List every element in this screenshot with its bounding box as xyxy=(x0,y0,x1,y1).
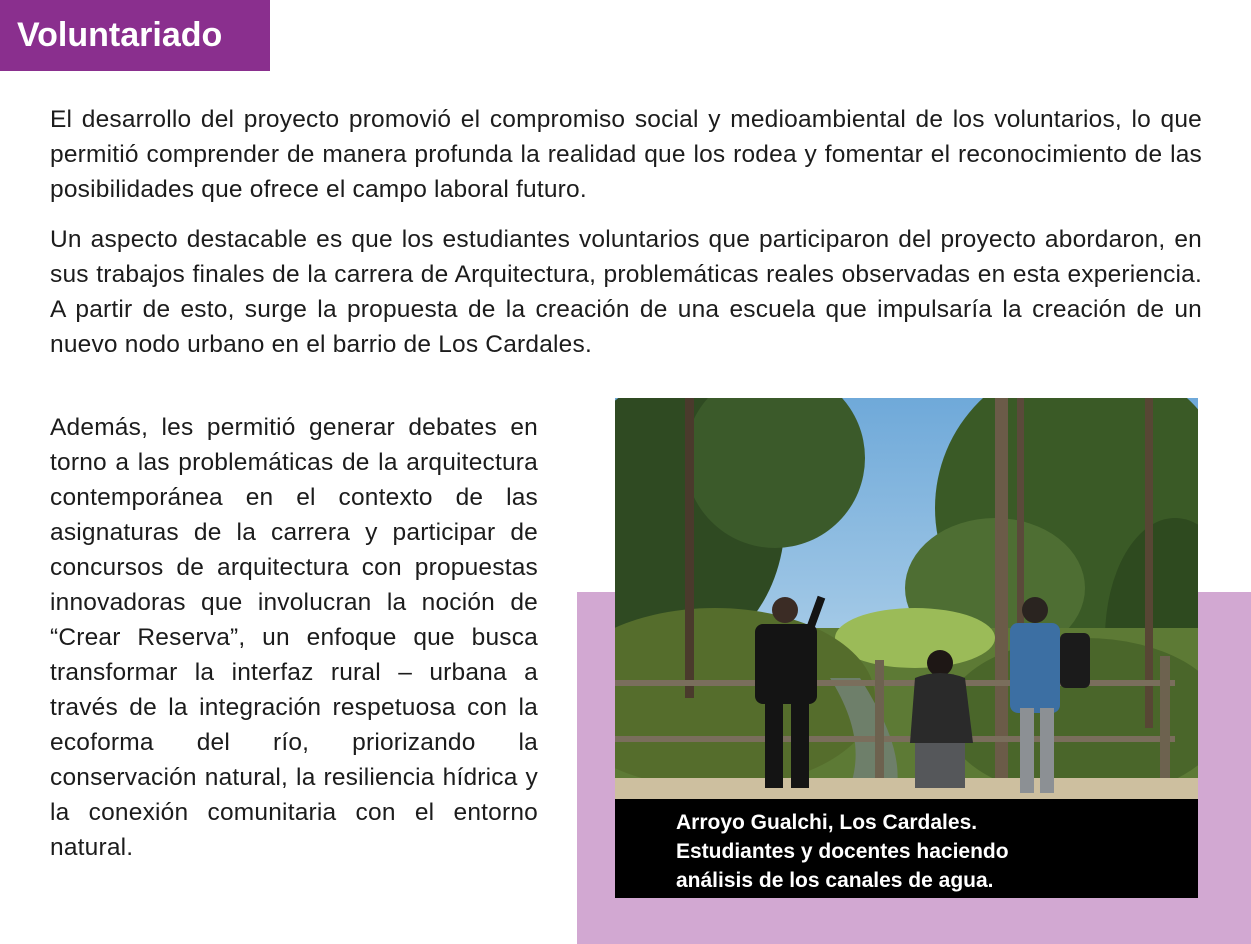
section-title-tag xyxy=(0,0,270,71)
caption-line-2: Estudiantes y docentes haciendo xyxy=(676,840,1009,863)
photo-caption xyxy=(615,799,1198,898)
caption-line-3: análisis de los canales de agua. xyxy=(676,869,994,892)
body-paragraph-2: Un aspecto destacable es que los estudiantes voluntarios que participaron del proyecto abordaron, en sus trabajos finales de la carrera de Arquitectura, problemáticas reales observadas en esta experiencia. A partir de esto, surge la propuesta de la creación de una escuela que impulsaría la creación de un nuevo nodo urbano en el barrio de Los Cardales. xyxy=(50,226,1202,358)
field-photo xyxy=(615,398,1198,799)
section-title: Voluntariado xyxy=(17,16,223,54)
body-paragraph-1: El desarrollo del proyecto promovió el compromiso social y medioambiental de los voluntarios, lo que permitió comprender de manera profunda la realidad que los rodea y fomentar el reconocimiento de las posibilidades que ofrece el campo laboral futuro. xyxy=(50,106,1202,203)
caption-line-1: Arroyo Gualchi, Los Cardales. xyxy=(676,811,978,834)
body-paragraph-3: Además, les permitió generar debates en torno a las problemáticas de la arquitectura contemporánea en el contexto de las asignaturas de la carrera y participar de concursos de arquitectura con propuestas innovadoras que involucran la noción de “Crear Reserva”, un enfoque que busca transformar la interfaz rural – urbana a través de la integración respetuosa con la ecoforma del río, priorizando la conservación natural, la resiliencia hídrica y la conexión comunitaria con el entorno natural. xyxy=(50,414,538,861)
